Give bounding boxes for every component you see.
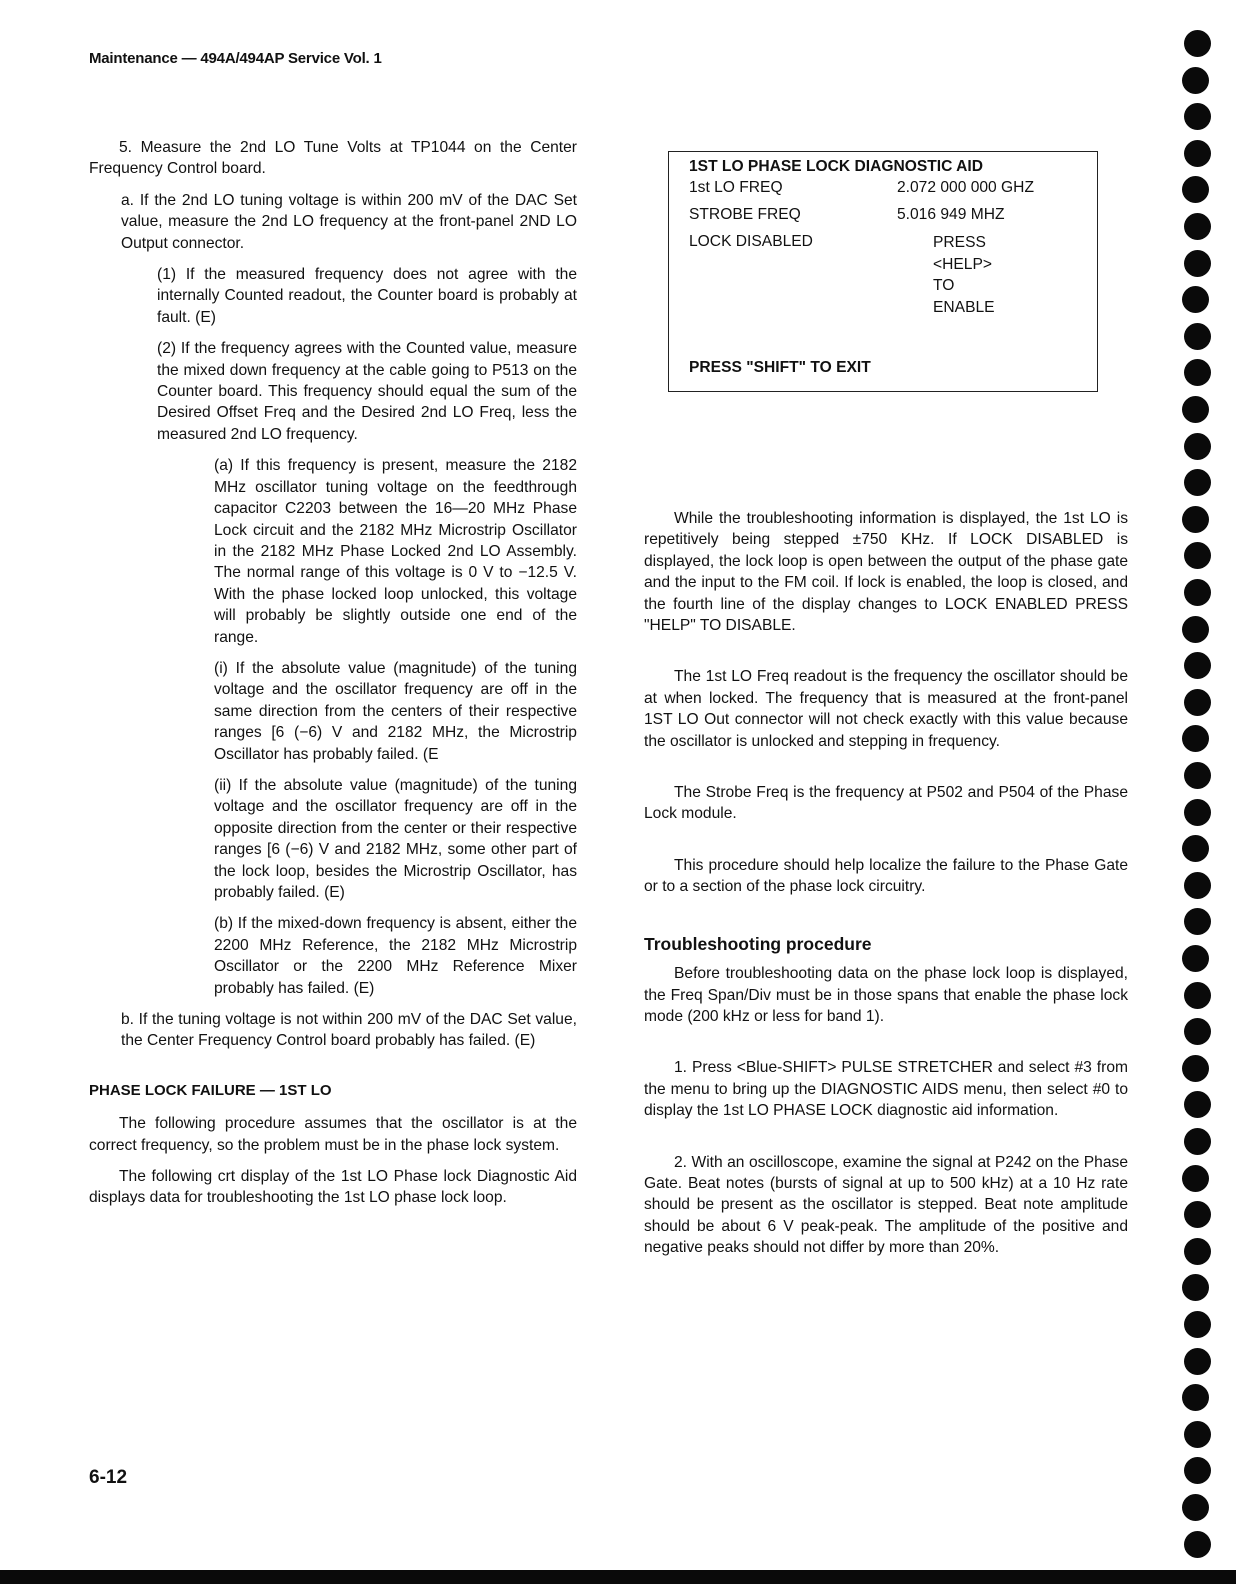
- step-5a-2a-i: (i) If the absolute value (magnitude) of the tuning voltage and the oscillator frequency are off in the same direction from the centers of their respective ranges [6 (−6) V and 2182 MHz, the Microstrip Oscillator has probably failed. (E: [214, 659, 577, 763]
- running-head: Maintenance — 494A/494AP Service Vol. 1: [89, 50, 382, 67]
- step-5: 5. Measure the 2nd LO Tune Volts at TP1044 on the Center Frequency Control board.: [89, 139, 577, 178]
- binder-hole: [1184, 1018, 1211, 1045]
- binder-hole: [1184, 433, 1211, 460]
- binder-hole: [1184, 1457, 1211, 1484]
- binder-hole: [1184, 762, 1211, 789]
- binder-hole: [1184, 323, 1211, 350]
- binder-hole: [1184, 1421, 1211, 1448]
- binder-hole: [1184, 1201, 1211, 1228]
- paragraph-troubleshooting-intro: Before troubleshooting data on the phase lock loop is displayed, the Freq Span/Div must be in those spans that enable the phase lock mode (200 kHz or less for band 1).: [644, 965, 1128, 1025]
- scan-edge: [0, 1570, 1236, 1584]
- left-column: [89, 137, 577, 1219]
- crt-row-1st-lo-freq-label: 1st LO FREQ: [689, 179, 783, 196]
- binder-hole: [1182, 286, 1209, 313]
- binder-hole: [1184, 469, 1211, 496]
- binder-hole: [1184, 1238, 1211, 1265]
- binder-hole: [1182, 1384, 1209, 1411]
- binder-hole: [1184, 103, 1211, 130]
- crt-row-lock-status: LOCK DISABLED: [689, 233, 813, 250]
- crt-help-line: <HELP>: [933, 255, 992, 273]
- binder-hole: [1184, 908, 1211, 935]
- section-heading-phase-lock-failure: PHASE LOCK FAILURE — 1ST LO: [89, 1081, 332, 1099]
- binder-hole: [1182, 945, 1209, 972]
- paragraph-crt-display-intro: The following crt display of the 1st LO Phase lock Diagnostic Aid displays data for troubleshooting the 1st LO phase lock loop.: [89, 1168, 577, 1207]
- step-5a: a. If the 2nd LO tuning voltage is within 200 mV of the DAC Set value, measure the 2nd LO frequency at the front-panel 2ND LO Output connector.: [121, 191, 577, 252]
- binder-hole: [1184, 250, 1211, 277]
- binder-hole: [1184, 359, 1211, 386]
- binder-hole: [1184, 799, 1211, 826]
- crt-help-line: PRESS: [933, 234, 986, 251]
- binder-holes: [1178, 0, 1218, 1584]
- paragraph-strobe-freq: The Strobe Freq is the frequency at P502 and P504 of the Phase Lock module.: [644, 784, 1128, 823]
- step-5a-2b: (b) If the mixed-down frequency is absent, either the 2200 MHz Reference, the 2182 MHz Microstrip Oscillator or the 2200 MHz Reference Mixer probably has failed. (E): [214, 915, 577, 997]
- troubleshooting-step-2: 2. With an oscilloscope, examine the signal at P242 on the Phase Gate. Beat notes (bursts of signal at up to 500 kHz) at a 10 Hz rate should be present as the oscillator is stepped. Beat note amplitude should be about 6 V peak-peak. The amplitude of the positive and negative peaks should not differ by more than 20%.: [644, 1153, 1128, 1257]
- binder-hole: [1182, 835, 1209, 862]
- binder-hole: [1184, 872, 1211, 899]
- binder-hole: [1184, 1348, 1211, 1375]
- troubleshooting-step-1: 1. Press <Blue-SHIFT> PULSE STRETCHER and select #3 from the menu to bring up the DIAGNOSTIC AIDS menu, then select #0 to display the 1st LO PHASE LOCK diagnostic aid information.: [644, 1059, 1128, 1120]
- binder-hole: [1182, 725, 1209, 752]
- binder-hole: [1182, 1274, 1209, 1301]
- binder-hole: [1182, 616, 1209, 643]
- binder-hole: [1184, 30, 1211, 57]
- binder-hole: [1184, 213, 1211, 240]
- binder-hole: [1184, 579, 1211, 606]
- crt-help-line: TO: [933, 277, 955, 294]
- binder-hole: [1182, 67, 1209, 94]
- binder-hole: [1182, 1494, 1209, 1521]
- step-5a-2a-ii: (ii) If the absolute value (magnitude) of the tuning voltage and the oscillator frequency are off in the opposite direction from the center or their respective ranges [6 (−6) V and 2182 MHz, some other part of the lock loop, besides the Microstrip Oscillator, has probably failed. (E): [214, 776, 577, 901]
- binder-hole: [1184, 689, 1211, 716]
- binder-hole: [1184, 542, 1211, 569]
- page-number: 6-12: [89, 1467, 128, 1488]
- paragraph-display-explanation: While the troubleshooting information is displayed, the 1st LO is repetitively being stepped ±750 KHz. If LOCK DISABLED is displayed, the lock loop is open between the output of the phase gate and the input to the FM coil. If lock is enabled, the loop is closed, and the fourth line of the display changes to LOCK ENABLED PRESS "HELP" TO DISABLE.: [644, 510, 1128, 635]
- crt-row-strobe-freq-value: 5.016 949 MHZ: [897, 206, 1005, 223]
- step-5a-2: (2) If the frequency agrees with the Counted value, measure the mixed down frequency at the cable going to P513 on the Counter board. This frequency should equal the sum of the Desired Offset Freq and the Desired 2nd LO Freq, less the measured 2nd LO frequency.: [157, 340, 577, 443]
- binder-hole: [1184, 1531, 1211, 1558]
- crt-exit-instruction: PRESS "SHIFT" TO EXIT: [689, 359, 871, 376]
- binder-hole: [1184, 140, 1211, 167]
- right-column: [644, 508, 1128, 1269]
- step-5a-2a: (a) If this frequency is present, measure the 2182 MHz oscillator tuning voltage on the feedthrough capacitor C2203 between the 16—20 MHz Phase Lock circuit and the 2182 MHz Microstrip Oscillator in the 2182 MHz Phase Locked 2nd LO Assembly. The normal range of this voltage is 0 V to −12.5 V. With the phase locked loop unlocked, this voltage will probably be slightly outside one end of the range.: [214, 457, 577, 646]
- crt-row-1st-lo-freq-value: 2.072 000 000 GHZ: [897, 179, 1034, 196]
- binder-hole: [1182, 1165, 1209, 1192]
- binder-hole: [1182, 176, 1209, 203]
- step-5b: b. If the tuning voltage is not within 200 mV of the DAC Set value, the Center Frequency Control board probably has failed. (E): [121, 1011, 577, 1050]
- paragraph-procedure-goal: This procedure should help localize the failure to the Phase Gate or to a section of the phase lock circuitry.: [644, 856, 1128, 896]
- binder-hole: [1184, 1311, 1211, 1338]
- step-5a-1: (1) If the measured frequency does not agree with the internally Counted readout, the Counter board is probably at fault. (E): [157, 266, 577, 326]
- binder-hole: [1182, 506, 1209, 533]
- paragraph-procedure-assumption: The following procedure assumes that the oscillator is at the correct frequency, so the problem must be in the phase lock system.: [89, 1115, 577, 1154]
- binder-hole: [1184, 652, 1211, 679]
- crt-row-strobe-freq-label: STROBE FREQ: [689, 206, 801, 223]
- binder-hole: [1182, 1055, 1209, 1082]
- crt-help-line: ENABLE: [933, 298, 995, 316]
- crt-title: 1ST LO PHASE LOCK DIAGNOSTIC AID: [689, 158, 983, 175]
- section-heading-troubleshooting: Troubleshooting procedure: [644, 933, 872, 954]
- binder-hole: [1184, 1091, 1211, 1118]
- crt-help-instructions: [933, 232, 995, 318]
- paragraph-1st-lo-freq: The 1st LO Freq readout is the frequency the oscillator should be at when locked. The frequency that is measured at the front-panel 1ST LO Out connector will not check exactly with this value because the oscillator is unlocked and stepping in frequency.: [644, 668, 1128, 750]
- binder-hole: [1182, 396, 1209, 423]
- binder-hole: [1184, 982, 1211, 1009]
- crt-diagnostic-display: [668, 151, 1098, 392]
- binder-hole: [1184, 1128, 1211, 1155]
